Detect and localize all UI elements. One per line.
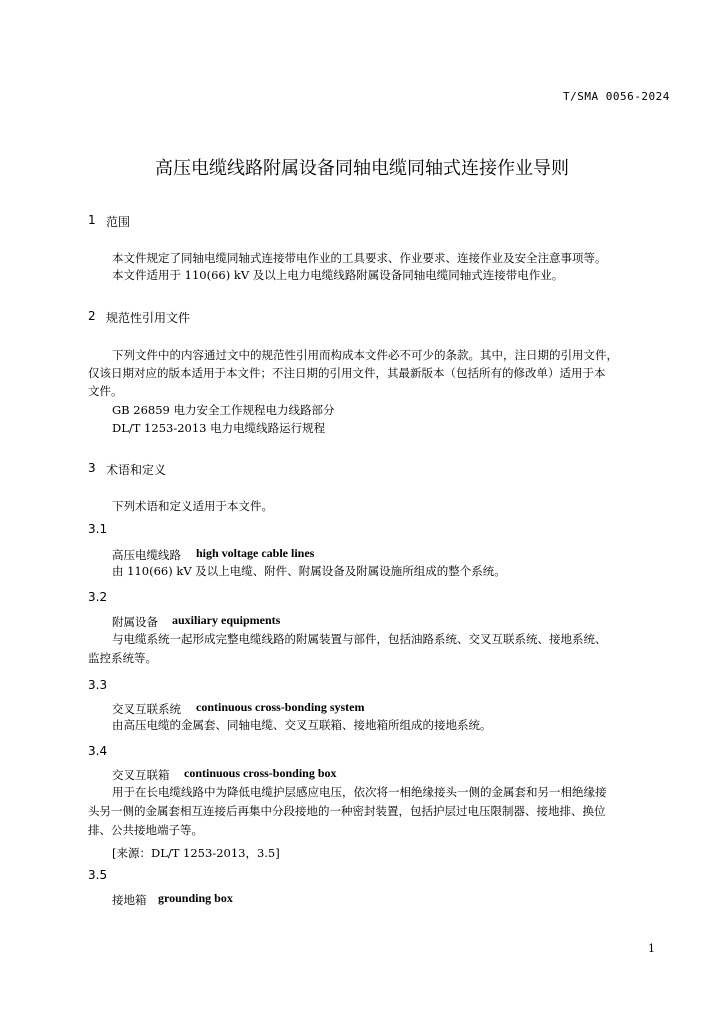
term-3-4-number: 3.4 — [88, 744, 108, 758]
section-3-number: 3 — [88, 461, 96, 475]
term-3-1-chinese: 高压电缆线路 — [112, 548, 181, 562]
page-number: 1 — [648, 942, 655, 955]
section-1-paragraph-1: 本文件规定了同轴电缆同轴式连接带电作业的工具要求、作业要求、连接作业及安全注意事项等。 — [112, 251, 607, 265]
section-1-title: 范围 — [106, 215, 131, 229]
section-3-intro: 下列术语和定义适用于本文件。 — [112, 499, 273, 513]
term-3-4-definition-line-1: 用于在长电缆线路中为降低电缆护层感应电压，依次将一相绝缘接头一侧的金属套和另一相绝缘接 — [112, 785, 607, 799]
term-3-4-definition-line-2: 头另一侧的金属套相互连接后再集中分段接地的一种密封装置，包括护层过电压限制器、接地排、换位 — [88, 804, 606, 818]
term-3-4-source: [来源：DL/T 1253-2013，3.5] — [112, 846, 280, 860]
section-2-paragraph-line-1: 下列文件中的内容通过文中的规范性引用而构成本文件必不可少的条款。其中，注日期的引用文件， — [112, 348, 618, 362]
term-3-2-definition-line-1: 与电缆系统一起形成完整电缆线路的附属装置与部件，包括油路系统、交叉互联系统、接地系统、 — [112, 632, 607, 646]
section-2-paragraph-line-2: 仅该日期对应的版本适用于本文件；不注日期的引用文件，其最新版本（包括所有的修改单）适用于本 — [88, 366, 606, 380]
document-code: T/SMA 0056-2024 — [563, 90, 670, 103]
term-3-2-english: auxiliary equipments — [172, 613, 281, 627]
term-3-2-definition-line-2: 监控系统等。 — [88, 651, 157, 665]
term-3-1-definition: 由 110(66) kV 及以上电缆、附件、附属设备及附属设施所组成的整个系统。 — [112, 564, 506, 578]
term-3-5-number: 3.5 — [88, 868, 108, 882]
term-3-3-english: continuous cross-bonding system — [196, 700, 365, 714]
section-3-title: 术语和定义 — [106, 463, 167, 477]
term-3-3-number: 3.3 — [88, 678, 108, 692]
term-3-3-definition: 由高压电缆的金属套、同轴电缆、交叉互联箱、接地箱所组成的接地系统。 — [112, 718, 492, 732]
section-2-paragraph-line-3: 文件。 — [88, 384, 123, 398]
reference-dl-t-1253: DL/T 1253-2013 电力电缆线路运行规程 — [112, 421, 326, 435]
term-3-5-english: grounding box — [158, 891, 233, 905]
term-3-2-chinese: 附属设备 — [112, 615, 158, 629]
term-3-3-chinese: 交叉互联系统 — [112, 702, 181, 716]
term-3-4-chinese: 交叉互联箱 — [112, 768, 170, 782]
section-2-number: 2 — [88, 309, 96, 323]
section-2-title: 规范性引用文件 — [106, 311, 191, 325]
document-title: 高压电缆线路附属设备同轴电缆同轴式连接作业导则 — [155, 158, 569, 179]
section-1-paragraph-2: 本文件适用于 110(66) kV 及以上电力电缆线路附属设备同轴电缆同轴式连接带电作业。 — [112, 268, 564, 282]
term-3-4-definition-line-3: 排、公共接地端子等。 — [88, 823, 203, 837]
term-3-5-chinese: 接地箱 — [112, 893, 147, 907]
term-3-4-english: continuous cross-bonding box — [184, 766, 337, 780]
reference-gb-26859: GB 26859 电力安全工作规程电力线路部分 — [112, 403, 335, 417]
term-3-1-number: 3.1 — [88, 522, 108, 536]
section-1-number: 1 — [88, 213, 96, 227]
term-3-2-number: 3.2 — [88, 590, 108, 604]
term-3-1-english: high voltage cable lines — [196, 546, 315, 560]
